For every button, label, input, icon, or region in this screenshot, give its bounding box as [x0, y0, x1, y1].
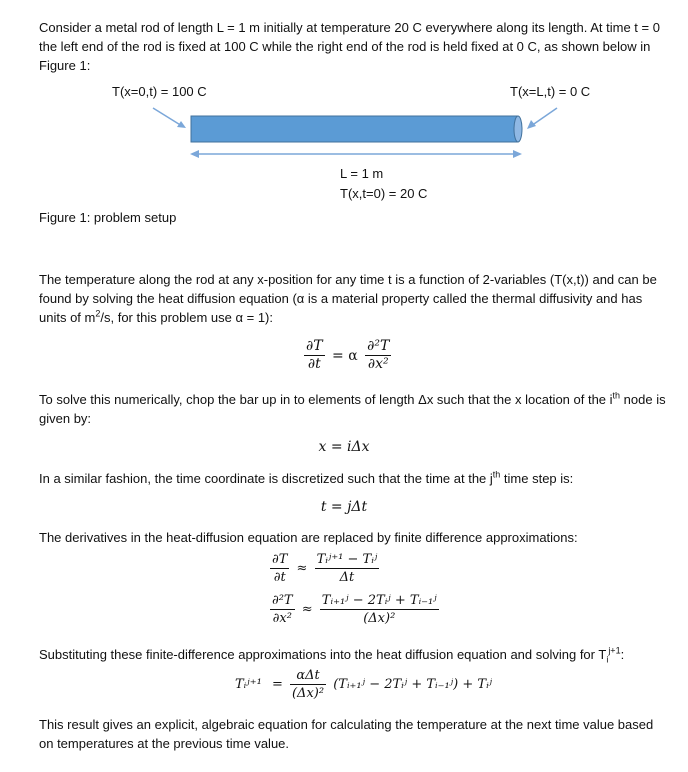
initial-condition-label: T(x,t=0) = 20 C	[340, 186, 428, 201]
right-pointer-arrow	[527, 108, 557, 129]
space-text-a: To solve this numerically, chop the bar up in to elements of length Δx such that the x location of the i	[39, 392, 613, 407]
heat-equation-text-a: The temperature along the rod at any x-position for any time t is a function of 2-variables (T(x,t)) and can be found by solving the heat diffusion equation (α is a material property called the thermal diffusivity and has units of m	[39, 272, 657, 325]
time-text-b: time step is:	[500, 471, 574, 486]
length-dimension-arrow	[190, 150, 522, 158]
dT-dt-fraction: $\frac{\partial T}{\partial t}$	[306, 338, 323, 372]
discretization-time-paragraph	[39, 469, 667, 488]
substitution-sup: j+1	[608, 645, 621, 656]
intro-paragraph: Consider a metal rod of length L = 1 m initially at temperature 20 C everywhere along its length. At time t = 0 the left end of the rod is fixed at 100 C while the right end of the rod is held fixed at 0 C, as shown below in Figure 1:	[39, 20, 660, 73]
left-pointer-arrow	[153, 108, 186, 128]
right-boundary-label: T(x=L,t) = 0 C	[510, 84, 591, 99]
heat-equation-sup: 2	[95, 308, 101, 319]
substitution-text-a: Substituting these finite-difference approximations into the heat diffusion equation and solving for T	[39, 647, 607, 662]
heat-equation-paragraph	[39, 270, 667, 327]
rod-figure	[0, 100, 688, 170]
explicit-update-equation: Tᵢʲ⁺¹ = $\frac{\text{αΔt}}{\text{(Δx)²}}$ (Tᵢ₊₁ʲ − 2Tᵢʲ + Tᵢ₋₁ʲ) + Tᵢʲ	[235, 668, 493, 701]
figure-caption: Figure 1: problem setup	[39, 210, 177, 225]
substitution-text-b: :	[620, 647, 625, 662]
d2T-dx2-fraction: $\frac{\text{∂²T}}{\text{∂x²}}$	[367, 338, 390, 372]
t-equation: t = jΔt	[320, 499, 368, 515]
substitution-sub: i	[606, 654, 609, 665]
heat-diffusion-equation	[304, 338, 391, 373]
substitution-paragraph	[39, 645, 667, 670]
metal-rod	[191, 116, 522, 142]
finite-difference-paragraph: The derivatives in the heat-diffusion equation are replaced by finite difference approximations:	[39, 530, 578, 545]
length-label: L = 1 m	[340, 166, 384, 181]
time-text-a: In a similar fashion, the time coordinate is discretized such that the time at the j	[39, 471, 493, 486]
equals-alpha: = α	[332, 347, 358, 364]
discretization-space-paragraph	[39, 390, 667, 428]
x-equation: x = iΔx	[318, 439, 370, 455]
left-boundary-label: T(x=0,t) = 100 C	[112, 84, 207, 99]
space-sup: th	[612, 390, 621, 401]
time-sup: th	[492, 469, 501, 480]
conclusion-paragraph: This result gives an explicit, algebraic equation for calculating the temperature at the next time value based on temperatures at the previous time value.	[39, 717, 654, 751]
time-derivative-approximation: $\frac{\partial T}{\partial t}$ ≈ $\frac{\text{Tᵢʲ⁺¹ − Tᵢʲ}}{\Delta t}$	[272, 552, 378, 585]
space-derivative-approximation: $\frac{\text{∂²T}}{\text{∂x²}}$ ≈ $\frac{\text{Tᵢ₊₁ʲ − 2Tᵢʲ + Tᵢ₋₁ʲ}}{\text{(Δx)²}}$	[272, 593, 437, 626]
heat-equation-text-b: /s, for this problem use α = 1):	[100, 310, 273, 325]
space-text-b: node is given by:	[39, 392, 666, 426]
